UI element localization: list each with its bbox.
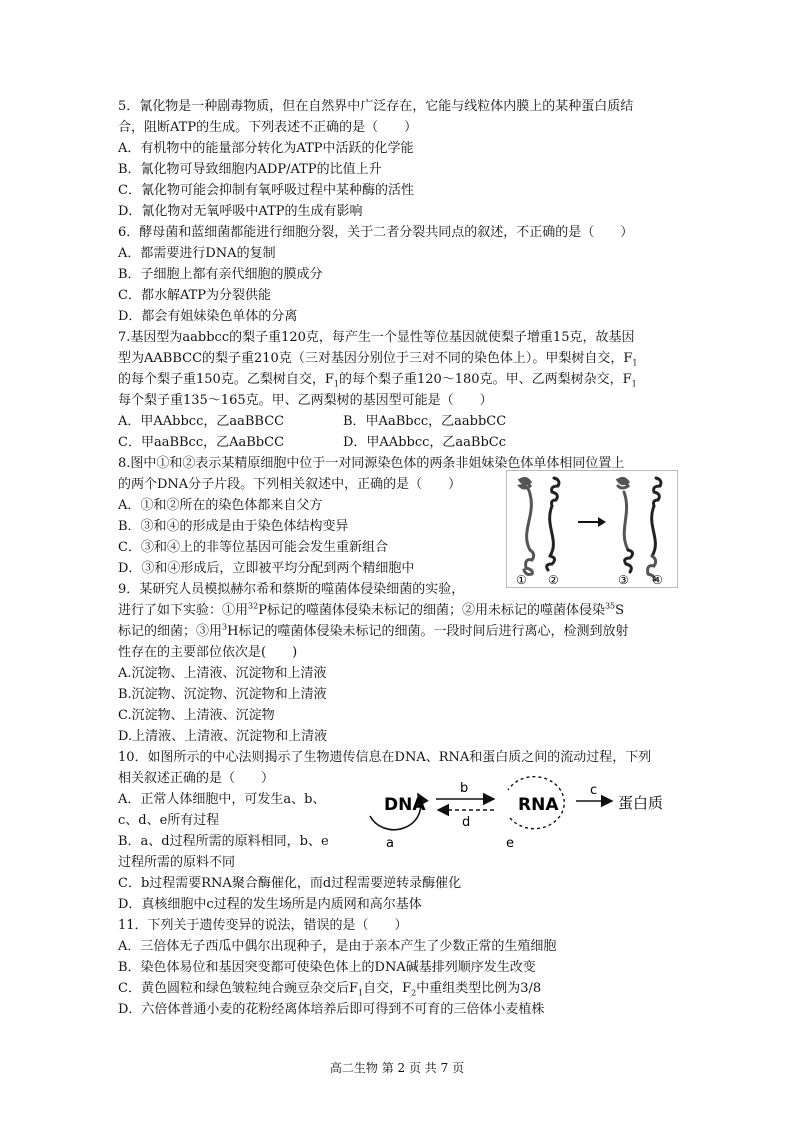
subscript: 2 (411, 988, 417, 998)
label-c: c (590, 783, 598, 798)
question-6-stem: 6．酵母菌和蓝细菌都能进行细胞分裂，关于二者分裂共同点的叙述，不正确的是（ ） (118, 225, 634, 240)
question-5-option-b: B．氰化物可导致细胞内ADP/ATP的比值上升 (118, 162, 382, 177)
rna-label: RNA (518, 795, 559, 815)
exam-page (118, 96, 678, 1020)
question-5-option-d: D．氰化物对无氧呼吸中ATP的生成有影响 (118, 204, 363, 219)
question-7-text: 的每个梨子重120～180克。甲、乙两梨树杂交，F (338, 372, 632, 387)
label-e: e (506, 836, 514, 850)
question-7-option-c: C．甲aaBBcc，乙AaBbCC (118, 435, 285, 450)
dna-strand-2 (547, 478, 559, 570)
question-10-stem-line-2: 相关叙述正确的是（ ） (118, 771, 275, 786)
question-7-option-b: B．甲AaBbcc，乙aabbCC (343, 414, 507, 429)
question-9-option-a: A.沉淀物、上清液、沉淀物和上清液 (118, 666, 327, 681)
question-10-option-a-line-2: c、d、e所有过程 (118, 813, 220, 828)
chromosome-exchange-figure (506, 470, 678, 588)
question-5-option-c: C．氰化物可能会抑制有氧呼吸过程中某种酶的活性 (118, 183, 414, 198)
question-9-text: 标记的细菌；③用 (118, 624, 223, 639)
label-b: b (460, 781, 469, 796)
question-7-options-row-1 (118, 411, 678, 432)
question-10-option-b-line-2: 过程所需的原料不同 (118, 855, 236, 870)
question-6 (118, 222, 678, 327)
question-10-option-b-line-1: B．a、d过程所需的原料相同，b、e (118, 834, 329, 849)
label-4: ④ (652, 573, 663, 587)
question-11-option-a: A．三倍体无子西瓜中偶尔出现种子，是由于亲本产生了少数正常的生殖细胞 (118, 939, 557, 954)
question-9-stem-line-2 (118, 600, 678, 621)
superscript: 3 (222, 622, 228, 632)
dna-strand-3 (618, 478, 633, 572)
question-6-option-c: C．都水解ATP为分裂供能 (118, 288, 272, 303)
label-d: d (462, 815, 471, 830)
chromosome-exchange-diagram (506, 470, 678, 588)
dna-label: DNA (384, 795, 426, 815)
page-footer: 高二生物 第 2 页 共 7 页 (329, 1061, 465, 1075)
question-7-stem-line-2 (118, 348, 678, 369)
question-8-stem-line-2: 的两个DNA分子片段。下列相关叙述中，正确的是（ ） (118, 477, 462, 492)
question-11-stem: 11．下列关于遗传变异的说法，错误的是（ ） (118, 918, 408, 933)
label-a: a (386, 836, 394, 850)
question-5 (118, 96, 678, 222)
question-7-option-d: D．甲AAbbcc，乙aaBbCc (343, 435, 507, 450)
label-3: ③ (618, 573, 629, 587)
question-10-option-d: D．真核细胞中c过程的发生场所是内质网和高尔基体 (118, 897, 422, 912)
superscript: 35 (604, 601, 616, 611)
question-8-option-d: D．③和④形成后，立即被平均分配到两个精细胞中 (118, 561, 415, 576)
question-11-option-c (118, 978, 678, 999)
question-10-option-a-line-1: A．正常人体细胞中，可发生a、b、 (118, 792, 326, 807)
question-6-option-b: B．子细胞上都有亲代细胞的膜成分 (118, 267, 323, 282)
arrow-right-icon (578, 517, 606, 527)
question-7-option-a: A．甲AAbbcc，乙aaBBCC (118, 414, 285, 429)
subscript: 1 (631, 379, 637, 389)
question-10-option-c: C．b过程需要RNA聚合酶催化，而d过程需要逆转录酶催化 (118, 876, 462, 891)
question-7-stem-line-3 (118, 369, 678, 390)
subscript: 1 (357, 988, 364, 998)
question-8-stem-line-1: 8.图中①和②表示某精原细胞中位于一对同源染色体的两条非姐妹染色体单体相同位置上 (118, 456, 625, 471)
question-7-stem-line-4: 每个梨子重135～165克。甲、乙两梨树的基因型可能是（ ） (118, 393, 493, 408)
question-7-stem-line-1: 7.基因型为aabbcc的梨子重120克，每产生一个显性等位基因就使梨子增重15克，故基因 (118, 330, 635, 345)
subscript: 1 (333, 379, 339, 389)
question-9-stem-line-3 (118, 621, 678, 642)
question-9-text: S (615, 603, 625, 618)
superscript: 32 (248, 601, 259, 611)
question-7-text: 型为AABBCC的梨子重210克（三对基因分别位于三对不同的染色体上）。甲梨树自交，F (118, 351, 633, 366)
question-5-stem-line-1: 5．氰化物是一种剧毒物质，但在自然界中广泛存在，它能与线粒体内膜上的某种蛋白质结 (118, 99, 634, 114)
central-dogma-diagram (358, 770, 678, 850)
question-9-option-b: B.沉淀物、沉淀物、沉淀物和上清液 (118, 687, 327, 702)
label-2: ② (548, 573, 559, 587)
question-11 (118, 915, 678, 1020)
label-1: ① (516, 573, 527, 587)
question-6-option-d: D．都会有姐妹染色单体的分离 (118, 309, 298, 324)
question-7 (118, 327, 678, 453)
question-9 (118, 579, 678, 747)
question-9-stem-line-4: 性存在的主要部位依次是( ) (118, 645, 298, 660)
dna-strand-4 (648, 478, 661, 580)
protein-label: 蛋白质 (618, 794, 664, 812)
question-6-option-a: A．都需要进行DNA的复制 (118, 246, 276, 261)
question-8-option-a: A．①和②所在的染色体都来自父方 (118, 498, 323, 513)
question-5-stem-line-2: 合，阻断ATP的生成。下列表述不正确的是（ ） (118, 120, 418, 135)
subscript: 1 (632, 358, 638, 368)
question-5-option-a: A．有机物中的能量部分转化为ATP中活跃的化学能 (118, 141, 414, 156)
question-7-options-row-2 (118, 432, 678, 453)
question-10-stem-line-1: 10．如图所示的中心法则揭示了生物遗传信息在DNA、RNA和蛋白质之间的流动过程，下列 (118, 750, 652, 765)
question-9-text: H标记的噬菌体侵染未标记的细菌。一段时间后进行离心，检测到放射 (227, 624, 629, 639)
question-8-option-c: C．③和④上的非等位基因可能会发生重新组合 (118, 540, 388, 555)
central-dogma-figure (358, 770, 678, 850)
question-7-text: 的每个梨子重150克。乙梨树自交，F (118, 372, 334, 387)
question-11-option-b: B．染色体易位和基因突变都可使染色体上的DNA碱基排列顺序发生改变 (118, 960, 536, 975)
question-9-text: 进行了如下实验：①用 (118, 603, 249, 618)
question-11-option-d: D．六倍体普通小麦的花粉经离体培养后即可得到不可育的三倍体小麦植株 (118, 1002, 545, 1017)
question-11-text: 自交，F (363, 981, 412, 996)
question-11-text: C．黄色圆粒和绿色皱粒纯合豌豆杂交后F (118, 981, 358, 996)
question-11-text: 中重组类型比例为3/8 (416, 981, 542, 996)
question-8-option-b: B．③和④的形成是由于染色体结构变异 (118, 519, 349, 534)
question-9-text: P标记的噬菌体侵染未标记的细菌；②用未标记的噬菌体侵染 (258, 603, 605, 618)
question-9-option-c: C.沉淀物、上清液、沉淀物 (118, 708, 275, 723)
question-9-option-d: D.上清液、上清液、沉淀物和上清液 (118, 729, 328, 744)
question-9-stem-line-1: 9．某研究人员模拟赫尔希和蔡斯的噬菌体侵染细菌的实验， (118, 582, 465, 597)
dna-strand-1 (520, 478, 534, 574)
